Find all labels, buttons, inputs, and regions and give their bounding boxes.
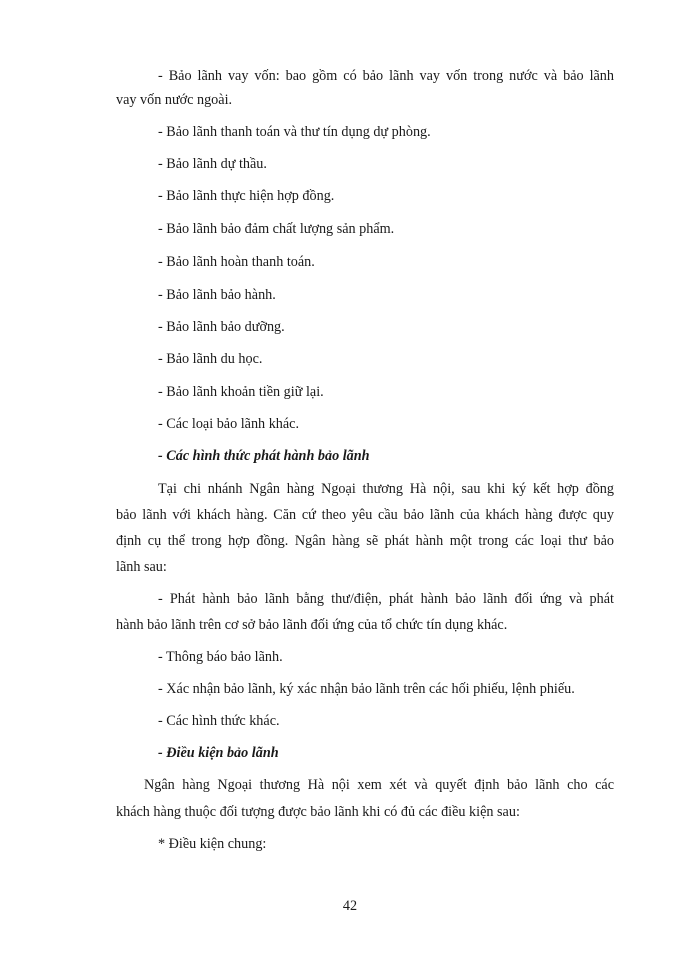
list-item-other-forms: - Các hình thức khác. [158, 713, 280, 729]
section-heading-conditions: - Điều kiện bảo lãnh [158, 745, 279, 761]
paragraph-line: Ngân hàng Ngoại thương Hà nội xem xét và quyết định bảo lãnh cho các [144, 777, 614, 793]
list-item-loan-guarantee-cont: vay vốn nước ngoài. [116, 92, 233, 108]
list-item-confirmation: - Xác nhận bảo lãnh, ký xác nhận bảo lãnh trên các hối phiếu, lệnh phiếu. [158, 681, 575, 697]
paragraph-line: bảo lãnh với khách hàng. Căn cứ theo yêu cầu bảo lãnh của khách hàng được quy [116, 507, 614, 523]
list-item-issue-by-letter-cont: hành bảo lãnh trên cơ sở bảo lãnh đối ứng của tổ chức tín dụng khác. [116, 617, 508, 633]
list-item-bid-guarantee: - Bảo lãnh dự thầu. [158, 156, 267, 172]
list-item-performance-guarantee: - Bảo lãnh thực hiện hợp đồng. [158, 188, 335, 204]
list-item-refund-guarantee: - Bảo lãnh hoàn thanh toán. [158, 254, 315, 270]
list-item-other-guarantees: - Các loại bảo lãnh khác. [158, 416, 300, 432]
sub-heading-general-conditions: * Điều kiện chung: [158, 836, 267, 852]
list-item-loan-guarantee: - Bảo lãnh vay vốn: bao gồm có bảo lãnh vay vốn trong nước và bảo lãnh [158, 68, 614, 84]
list-item-notification: - Thông báo bảo lãnh. [158, 649, 283, 665]
list-item-retention-guarantee: - Bảo lãnh khoản tiền giữ lại. [158, 384, 324, 400]
list-item-payment-guarantee: - Bảo lãnh thanh toán và thư tín dụng dự phòng. [158, 124, 431, 140]
list-item-study-abroad-guarantee: - Bảo lãnh du học. [158, 351, 263, 367]
list-item-issue-by-letter: - Phát hành bảo lãnh bằng thư/điện, phát hành bảo lãnh đối ứng và phát [158, 591, 614, 607]
list-item-quality-guarantee: - Bảo lãnh bảo đảm chất lượng sản phẩm. [158, 221, 395, 237]
paragraph-line: Tại chi nhánh Ngân hàng Ngoại thương Hà nội, sau khi ký kết hợp đồng [158, 481, 614, 497]
paragraph-line: lãnh sau: [116, 559, 167, 575]
paragraph-line: khách hàng thuộc đối tượng được bảo lãnh khi có đủ các điều kiện sau: [116, 804, 520, 820]
page-number: 42 [342, 898, 358, 914]
list-item-maintenance-guarantee: - Bảo lãnh bảo dưỡng. [158, 319, 285, 335]
section-heading-issuance-forms: - Các hình thức phát hành bảo lãnh [158, 448, 370, 464]
paragraph-line: định cụ thể trong hợp đồng. Ngân hàng sẽ phát hành một trong các loại thư bảo [116, 533, 614, 549]
list-item-warranty-guarantee: - Bảo lãnh bảo hành. [158, 287, 276, 303]
